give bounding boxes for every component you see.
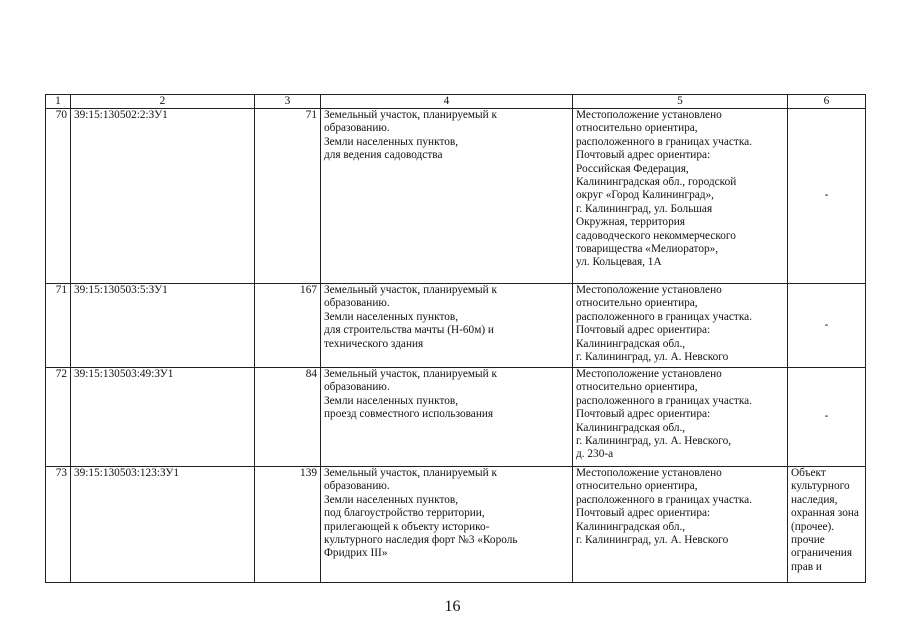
- plot-location: Местоположение установлено относительно ориентира, расположенного в границах участка. Почтовый адрес ориентира: Калининградская обл., г. Калининград, ул. А. Невского, д. 230-а: [573, 368, 788, 467]
- header-col-6: 6: [788, 95, 866, 109]
- plot-description: Земельный участок, планируемый к образованию. Земли населенных пунктов, для строительства мачты (Н-60м) и технического здания: [321, 284, 573, 368]
- plot-area: 167: [255, 284, 321, 368]
- row-number: 71: [46, 284, 71, 368]
- header-col-1: 1: [46, 95, 71, 109]
- row-number: 70: [46, 109, 71, 284]
- row-number: 73: [46, 467, 71, 583]
- table-row: [46, 467, 866, 583]
- header-col-5: 5: [573, 95, 788, 109]
- header-col-2: 2: [71, 95, 255, 109]
- plot-restrictions: -: [788, 109, 866, 284]
- page-number: 16: [444, 598, 461, 615]
- plot-area: 71: [255, 109, 321, 284]
- land-plots-table: [45, 94, 866, 583]
- cadastral-number: 39:15:130503:123:ЗУ1: [71, 467, 255, 583]
- plot-description: Земельный участок, планируемый к образованию. Земли населенных пунктов, под благоустройство территории, прилегающей к объекту историко- культурного наследия форт №3 «Король Фридрих III»: [321, 467, 573, 583]
- plot-area: 84: [255, 368, 321, 467]
- plot-area: 139: [255, 467, 321, 583]
- table-row: [46, 368, 866, 467]
- plot-description: Земельный участок, планируемый к образованию. Земли населенных пунктов, для ведения садоводства: [321, 109, 573, 284]
- header-row: [46, 95, 866, 109]
- plot-location: Местоположение установлено относительно ориентира, расположенного в границах участка. Почтовый адрес ориентира: Калининградская обл., г. Калининград, ул. А. Невского: [573, 284, 788, 368]
- plot-location: Местоположение установлено относительно ориентира, расположенного в границах участка. Почтовый адрес ориентира: Калининградская обл., г. Калининград, ул. А. Невского: [573, 467, 788, 583]
- plot-restrictions: Объект культурного наследия, охранная зона (прочее). прочие ограничения прав и: [788, 467, 866, 583]
- header-col-3: 3: [255, 95, 321, 109]
- plot-restrictions: -: [788, 368, 866, 467]
- table-row: [46, 284, 866, 368]
- cadastral-number: 39:15:130503:5:ЗУ1: [71, 284, 255, 368]
- plot-restrictions: -: [788, 284, 866, 368]
- row-number: 72: [46, 368, 71, 467]
- cadastral-number: 39:15:130502:2:ЗУ1: [71, 109, 255, 284]
- header-col-4: 4: [321, 95, 573, 109]
- cadastral-number: 39:15:130503:49:ЗУ1: [71, 368, 255, 467]
- plot-location: Местоположение установлено относительно ориентира, расположенного в границах участка. Почтовый адрес ориентира: Российская Федерация, Калининградская обл., городской округ «Город Калининград», г. Калининград, ул. Большая Окружная, территория садоводческого некоммерческого товарищества «Мелиоратор», ул. Кольцевая, 1А: [573, 109, 788, 284]
- table-row: [46, 109, 866, 284]
- plot-description: Земельный участок, планируемый к образованию. Земли населенных пунктов, проезд совместного использования: [321, 368, 573, 467]
